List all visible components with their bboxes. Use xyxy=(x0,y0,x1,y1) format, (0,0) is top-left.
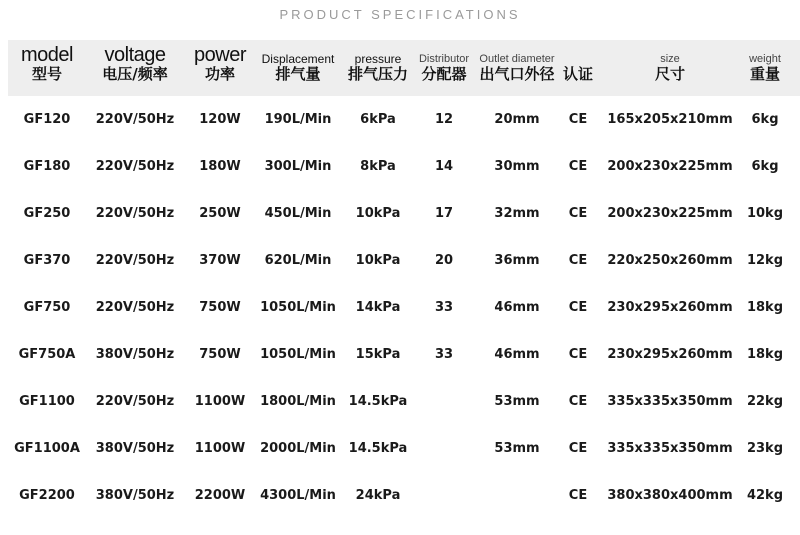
cell-voltage: 380V/50Hz xyxy=(95,347,175,362)
header-displacement-cn: 排气量 xyxy=(275,64,321,83)
header-displacement xyxy=(256,40,340,96)
cell-size: 335x335x350mm xyxy=(607,394,733,409)
cell-weight: 42kg xyxy=(746,488,784,503)
cell-model: GF750 xyxy=(23,300,71,315)
cell-size: 230x295x260mm xyxy=(607,300,733,315)
cell-cert: CE xyxy=(568,394,588,409)
cell-pressure: 6kPa xyxy=(360,112,396,127)
cell-pressure: 8kPa xyxy=(360,159,396,174)
table-row xyxy=(0,237,800,284)
cell-voltage: 220V/50Hz xyxy=(95,394,175,409)
cell-outlet: 20mm xyxy=(494,112,540,127)
header-pressure xyxy=(340,40,416,96)
cell-weight: 6kg xyxy=(751,112,779,127)
cell-model: GF2200 xyxy=(19,488,75,503)
cell-power: 1100W xyxy=(194,441,246,456)
cell-outlet: 32mm xyxy=(494,206,540,221)
cell-size: 165x205x210mm xyxy=(607,112,733,127)
cell-displacement: 300L/Min xyxy=(264,159,332,174)
cell-cert: CE xyxy=(568,488,588,503)
cell-displacement: 620L/Min xyxy=(264,253,332,268)
header-cert xyxy=(558,40,598,96)
cell-power: 120W xyxy=(199,112,241,127)
cell-model: GF250 xyxy=(23,206,71,221)
cell-displacement: 2000L/Min xyxy=(260,441,336,456)
cell-pressure: 14.5kPa xyxy=(348,441,408,456)
header-model-cn: 型号 xyxy=(31,64,62,83)
cell-cert: CE xyxy=(568,300,588,315)
table-row xyxy=(0,284,800,331)
cell-outlet: 46mm xyxy=(494,347,540,362)
cell-cert: CE xyxy=(568,112,588,127)
header-pressure-en: pressure xyxy=(354,51,402,66)
header-size xyxy=(606,40,734,96)
cell-size: 230x295x260mm xyxy=(607,347,733,362)
cell-power: 750W xyxy=(199,300,241,315)
cell-power: 750W xyxy=(199,347,241,362)
cell-voltage: 380V/50Hz xyxy=(95,441,175,456)
cell-model: GF750A xyxy=(18,347,76,362)
cell-model: GF120 xyxy=(23,112,71,127)
cell-displacement: 4300L/Min xyxy=(260,488,336,503)
header-model-en: model xyxy=(21,43,73,66)
header-pressure-cn: 排气压力 xyxy=(347,64,408,83)
cell-distributor xyxy=(412,378,476,425)
cell-voltage: 220V/50Hz xyxy=(95,300,175,315)
cell-size: 380x380x400mm xyxy=(607,488,733,503)
cell-weight: 18kg xyxy=(746,300,784,315)
header-power-cn: 功率 xyxy=(204,64,235,83)
header-power-en: power xyxy=(194,43,246,66)
cell-weight: 12kg xyxy=(746,253,784,268)
cell-outlet: 36mm xyxy=(494,253,540,268)
cell-size: 335x335x350mm xyxy=(607,441,733,456)
cell-weight: 6kg xyxy=(751,159,779,174)
cell-displacement: 190L/Min xyxy=(264,112,332,127)
header-outlet-en: Outlet diameter xyxy=(479,52,555,65)
cell-weight: 22kg xyxy=(746,394,784,409)
cell-pressure: 15kPa xyxy=(355,347,401,362)
cell-displacement: 1050L/Min xyxy=(260,347,336,362)
cell-outlet xyxy=(474,472,560,519)
cell-model: GF1100 xyxy=(19,394,75,409)
header-outlet-cn: 出气口外径 xyxy=(479,64,555,83)
cell-displacement: 1050L/Min xyxy=(260,300,336,315)
cell-power: 1100W xyxy=(194,394,246,409)
cell-voltage: 220V/50Hz xyxy=(95,253,175,268)
cell-displacement: 1800L/Min xyxy=(260,394,336,409)
cell-size: 220x250x260mm xyxy=(607,253,733,268)
cell-outlet: 46mm xyxy=(494,300,540,315)
cell-power: 250W xyxy=(199,206,241,221)
cell-cert: CE xyxy=(568,347,588,362)
cell-pressure: 14.5kPa xyxy=(348,394,408,409)
cell-distributor: 14 xyxy=(434,159,454,174)
cell-distributor: 12 xyxy=(434,112,454,127)
cell-model: GF1100A xyxy=(14,441,80,456)
table-row xyxy=(0,331,800,378)
header-model xyxy=(8,40,86,96)
header-voltage-cn: 电压/频率 xyxy=(102,64,168,83)
header-size-cn: 尺寸 xyxy=(654,64,685,83)
table-row xyxy=(0,96,800,143)
cell-model: GF370 xyxy=(23,253,71,268)
cell-power: 2200W xyxy=(194,488,246,503)
cell-voltage: 220V/50Hz xyxy=(95,206,175,221)
cell-distributor: 33 xyxy=(434,347,454,362)
cell-cert: CE xyxy=(568,441,588,456)
header-voltage xyxy=(88,40,182,96)
cell-displacement: 450L/Min xyxy=(264,206,332,221)
cell-voltage: 220V/50Hz xyxy=(95,159,175,174)
cell-power: 180W xyxy=(199,159,241,174)
cell-pressure: 10kPa xyxy=(355,206,401,221)
cell-size: 200x230x225mm xyxy=(607,206,733,221)
cell-cert: CE xyxy=(568,206,588,221)
cell-pressure: 10kPa xyxy=(355,253,401,268)
cell-weight: 18kg xyxy=(746,347,784,362)
cell-pressure: 24kPa xyxy=(355,488,401,503)
header-size-en: size xyxy=(660,52,680,65)
page-title: PRODUCT SPECIFICATIONS xyxy=(279,7,521,22)
header-weight xyxy=(736,40,794,96)
cell-cert: CE xyxy=(568,159,588,174)
table-row xyxy=(0,472,800,519)
header-cert-cn: 认证 xyxy=(562,64,593,83)
cell-voltage: 220V/50Hz xyxy=(95,112,175,127)
header-weight-en: weight xyxy=(749,52,781,65)
cell-model: GF180 xyxy=(23,159,71,174)
cell-distributor: 17 xyxy=(434,206,454,221)
header-power xyxy=(186,40,254,96)
cell-outlet: 30mm xyxy=(494,159,540,174)
cell-size: 200x230x225mm xyxy=(607,159,733,174)
header-distributor-cn: 分配器 xyxy=(421,64,467,83)
cell-distributor: 33 xyxy=(434,300,454,315)
cell-cert: CE xyxy=(568,253,588,268)
header-displacement-en: Displacement xyxy=(261,51,335,66)
cell-power: 370W xyxy=(199,253,241,268)
table-row xyxy=(0,425,800,472)
header-distributor xyxy=(412,40,476,96)
table-row xyxy=(0,143,800,190)
header-distributor-en: Distributor xyxy=(418,52,470,65)
cell-weight: 10kg xyxy=(746,206,784,221)
cell-weight: 23kg xyxy=(746,441,784,456)
cell-pressure: 14kPa xyxy=(355,300,401,315)
cell-voltage: 380V/50Hz xyxy=(95,488,175,503)
cell-outlet: 53mm xyxy=(494,394,540,409)
cell-outlet: 53mm xyxy=(494,441,540,456)
table-row xyxy=(0,378,800,425)
header-weight-cn: 重量 xyxy=(749,64,780,83)
cell-distributor: 20 xyxy=(434,253,454,268)
cell-distributor xyxy=(412,425,476,472)
cell-distributor xyxy=(412,472,476,519)
table-row xyxy=(0,190,800,237)
header-voltage-en: voltage xyxy=(104,43,166,66)
header-outlet xyxy=(474,40,560,96)
